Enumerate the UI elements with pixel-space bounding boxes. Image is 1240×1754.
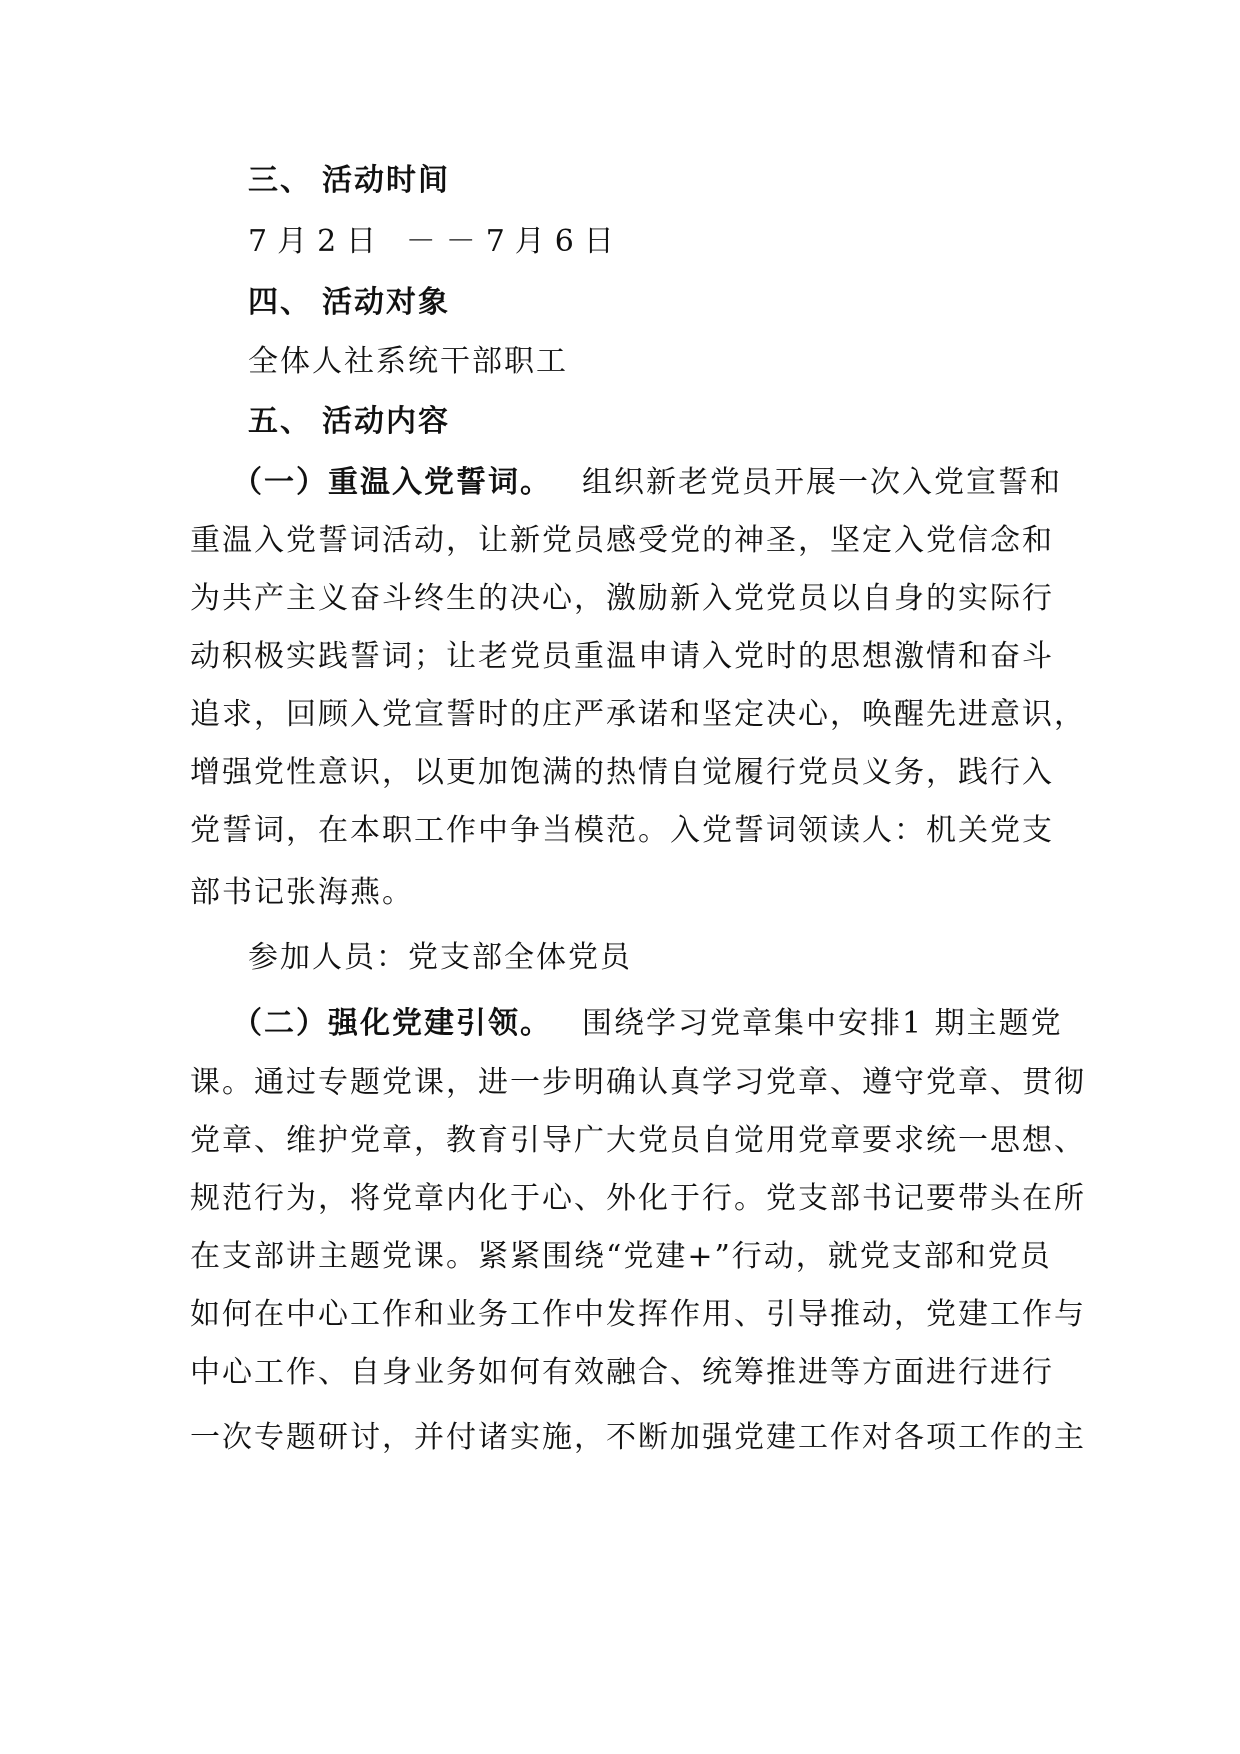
paragraph-line: 一次专题研讨，并付诸实施，不断加强党建工作对各项工作的主 xyxy=(190,1420,1086,1455)
item2-title: （二）强化党建引领。 xyxy=(232,1006,552,1041)
paragraph-line: 围绕学习党章集中安排1 期主题党 xyxy=(582,1006,1063,1041)
paragraph-line: 课。通过专题党课，进一步明确认真学习党章、遵守党章、贯彻 xyxy=(190,1065,1086,1100)
item1-first-line xyxy=(232,463,1062,503)
paragraph-line: 党誓词，在本职工作中争当模范。入党誓词领读人：机关党支 xyxy=(190,813,1054,848)
activity-time-value: 7月2日 －－7月6日 xyxy=(248,224,624,259)
paragraph-line: 在支部讲主题党课。紧紧围绕“党建+”行动，就党支部和党员 xyxy=(190,1239,1052,1274)
section-heading-target xyxy=(248,283,450,323)
section-number: 三、 xyxy=(248,163,312,198)
paragraph-line: 如何在中心工作和业务工作中发挥作用、引导推动，党建工作与 xyxy=(190,1297,1086,1332)
paragraph-line: 重温入党誓词活动，让新党员感受党的神圣，坚定入党信念和 xyxy=(190,523,1054,558)
item1-participants: 参加人员：党支部全体党员 xyxy=(248,940,632,975)
paragraph-line: 增强党性意识，以更加饱满的热情自觉履行党员义务，践行入 xyxy=(190,755,1054,790)
paragraph-line: 动积极实践誓词；让老党员重温申请入党时的思想激情和奋斗 xyxy=(190,639,1054,674)
section-title: 活动内容 xyxy=(322,404,450,439)
paragraph-line: 中心工作、自身业务如何有效融合、统筹推进等方面进行进行 xyxy=(190,1355,1054,1390)
section-number: 四、 xyxy=(248,285,312,320)
activity-target-value: 全体人社系统干部职工 xyxy=(248,344,568,379)
item1-title: （一）重温入党誓词。 xyxy=(232,465,552,500)
section-number: 五、 xyxy=(248,404,312,439)
section-title: 活动时间 xyxy=(322,163,450,198)
paragraph-line: 部书记张海燕。 xyxy=(190,875,414,910)
section-heading-time xyxy=(248,161,450,201)
paragraph-line: 党章、维护党章，教育引导广大党员自觉用党章要求统一思想、 xyxy=(190,1123,1086,1158)
section-title: 活动对象 xyxy=(322,285,450,320)
paragraph-line: 组织新老党员开展一次入党宣誓和 xyxy=(582,465,1062,500)
paragraph-line: 为共产主义奋斗终生的决心，激励新入党党员以自身的实际行 xyxy=(190,581,1054,616)
section-heading-content xyxy=(248,402,450,442)
paragraph-line: 追求，回顾入党宣誓时的庄严承诺和坚定决心，唤醒先进意识， xyxy=(190,697,1086,732)
paragraph-line: 规范行为，将党章内化于心、外化于行。党支部书记要带头在所 xyxy=(190,1181,1086,1216)
item2-first-line xyxy=(232,1004,1063,1044)
